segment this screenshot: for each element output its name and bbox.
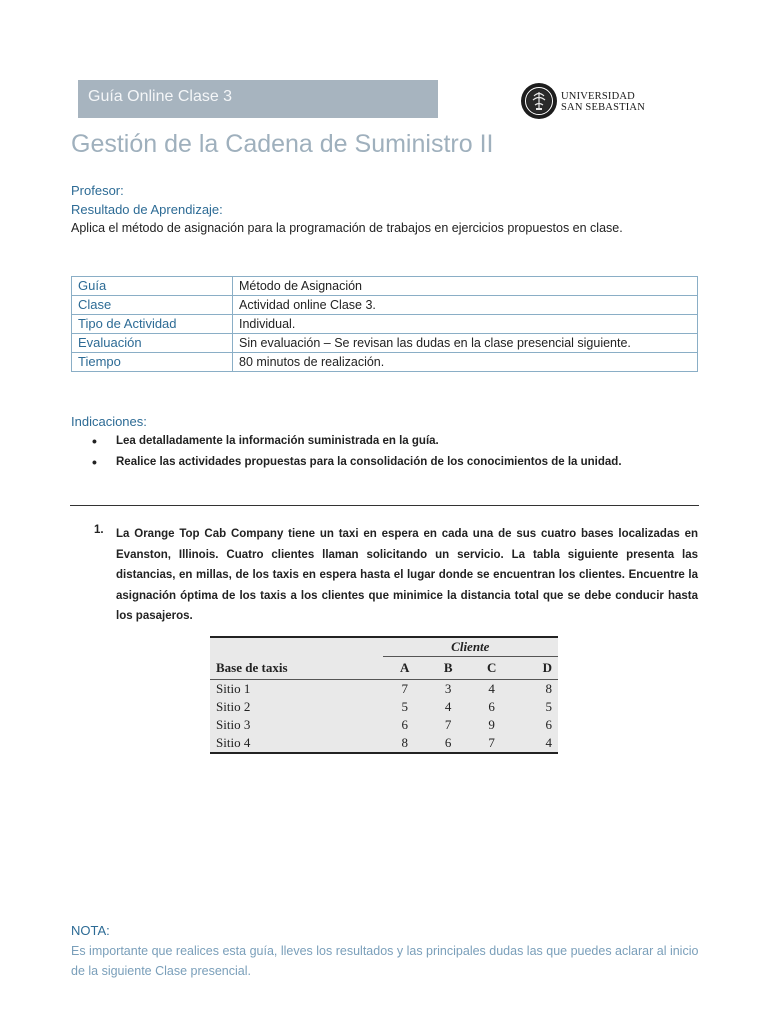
university-name [561, 91, 645, 113]
row-label: Sitio 3 [216, 717, 251, 732]
header-banner [78, 80, 438, 118]
table-cell: 3 [444, 681, 452, 696]
info-key: Tiempo [72, 353, 233, 372]
row-label: Sitio 4 [210, 734, 383, 753]
column-header: C [470, 657, 514, 680]
university-line2: SAN SEBASTIAN [561, 102, 645, 113]
resultado-label: Resultado de Aprendizaje: [71, 202, 223, 217]
question-number: 1. [94, 524, 104, 536]
row-label: Sitio 1 [216, 681, 251, 696]
row-label: Sitio 2 [216, 699, 251, 714]
divider [70, 505, 699, 506]
indicaciones-list [92, 431, 622, 473]
info-key: Guía [72, 277, 233, 296]
table-cell: 7 [444, 717, 452, 732]
resultado-text: Aplica el método de asignación para la programación de trabajos en ejercicios propuestos en clase. [71, 221, 623, 235]
table-cell: 9 [488, 717, 495, 732]
indicaciones-label: Indicaciones: [71, 414, 147, 429]
table-cell: 8 [383, 734, 427, 753]
empty-cell [210, 637, 383, 657]
university-line1: UNIVERSIDAD [561, 91, 635, 102]
info-key: Clase [72, 296, 233, 315]
question-text: La Orange Top Cab Company tiene un taxi en espera en cada una de sus cuatro bases localizadas en Evanston, Illinois. Cuatro clientes llaman solicitando un servicio. La tabla siguiente presenta las distancias, en millas, de los taxis en espera hasta el lugar donde se encuentran los clientes. Encuentre la asignación óptima de los taxis a los clientes que minimice la distancia total que se debe conducir hasta los pasajeros. [116, 528, 698, 622]
info-row [72, 296, 698, 315]
info-value: Método de Asignación [233, 277, 698, 296]
table-cell: 7 [470, 734, 514, 753]
info-value: Sin evaluación – Se revisan las dudas en la clase presencial siguiente. [233, 334, 698, 353]
nota-label: NOTA: [71, 923, 110, 938]
assignment-table [210, 636, 558, 754]
banner-title: Guía Online Clase 3 [88, 88, 233, 105]
group-header-row [210, 637, 558, 657]
table-cell: 4 [444, 699, 452, 714]
info-row [72, 353, 698, 372]
info-key: Evaluación [72, 334, 233, 353]
table-row [210, 680, 558, 699]
info-row [72, 334, 698, 353]
table-cell: 6 [401, 717, 408, 732]
info-value: 80 minutos de realización. [233, 353, 698, 372]
info-key: Tipo de Actividad [72, 315, 233, 334]
table-cell: 6 [427, 734, 470, 753]
list-item: • Realice las actividades propuestas para la consolidación de los conocimientos de la unidad. [92, 452, 622, 473]
info-row [72, 277, 698, 296]
table-cell: 4 [514, 734, 558, 753]
university-seal-icon [520, 82, 558, 120]
table-cell: 4 [488, 681, 495, 696]
column-header: A [383, 657, 427, 680]
university-logo [520, 82, 650, 122]
list-item: • Lea detalladamente la información suministrada en la guía. [92, 431, 622, 452]
info-row [72, 315, 698, 334]
table-cell: 5 [401, 699, 408, 714]
row-header: Base de taxis [210, 657, 383, 680]
profesor-label: Profesor: [71, 183, 124, 198]
table-cell: 6 [488, 699, 495, 714]
column-header: D [514, 657, 558, 680]
page-title: Gestión de la Cadena de Suministro II [71, 130, 494, 158]
column-header: B [427, 657, 470, 680]
table-cell: 5 [545, 699, 552, 714]
column-header-row [210, 657, 558, 680]
table-row [210, 716, 558, 734]
cliente-header: Cliente [383, 637, 558, 657]
table-cell: 8 [545, 681, 552, 696]
info-value: Individual. [233, 315, 698, 334]
table-cell: 7 [401, 681, 408, 696]
table-row [210, 698, 558, 716]
info-value: Actividad online Clase 3. [233, 296, 698, 315]
table-cell: 6 [545, 717, 552, 732]
table-row [210, 734, 558, 753]
nota-text: Es importante que realices esta guía, lleves los resultados y las principales dudas las que puedes aclarar al inicio de la siguiente Clase presencial. [71, 944, 699, 978]
info-table [71, 276, 698, 372]
